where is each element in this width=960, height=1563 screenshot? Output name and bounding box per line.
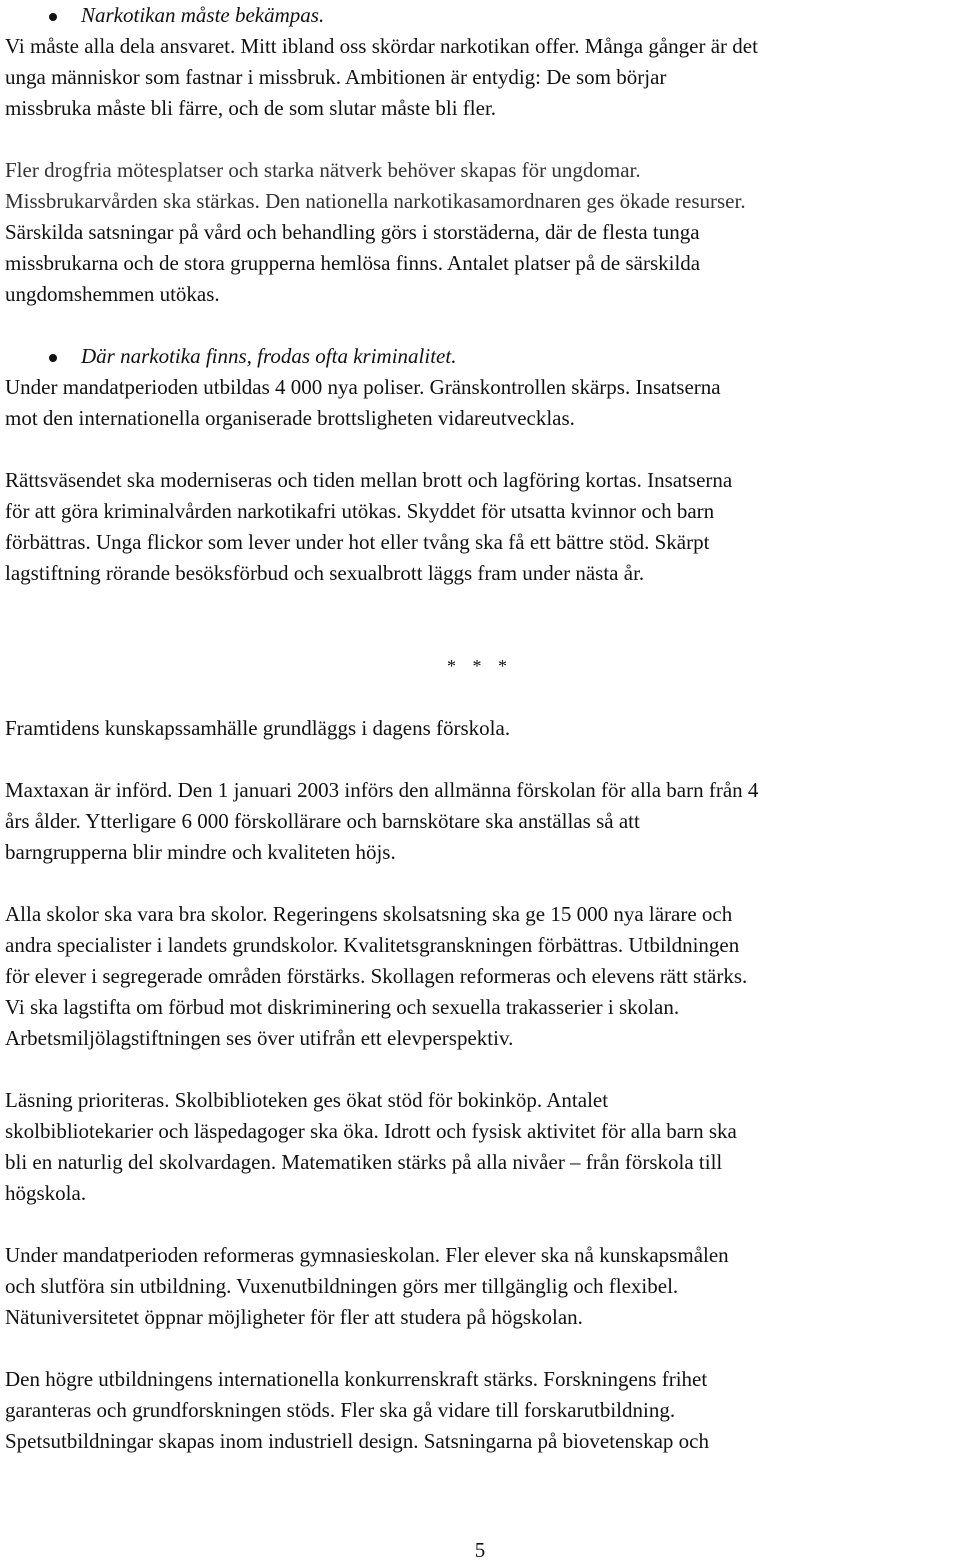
text-line: Missbrukarvården ska stärkas. Den nationella narkotikasamordnaren ges ökade resurser. [5,189,746,213]
text-line: barngrupperna blir mindre och kvaliteten höjs. [5,840,396,864]
text-line: högskola. [5,1181,87,1205]
text-line: Läsning prioriteras. Skolbiblioteken ges ökat stöd för bokinköp. Antalet [5,1088,609,1112]
text-line: lagstiftning rörande besöksförbud och sexualbrott läggs fram under nästa år. [5,561,645,585]
paragraph-crime-1 [5,372,955,434]
text-line: och slutföra sin utbildning. Vuxenutbildningen görs mer tillgänglig och flexibel. [5,1274,679,1298]
text-line: skolbibliotekarier och läspedagoger ska öka. Idrott och fysisk aktivitet för alla barn ska [5,1119,737,1143]
text-line: Alla skolor ska vara bra skolor. Regeringens skolsatsning ska ge 15 000 nya lärare och [5,902,733,926]
paragraph-education-3 [5,1085,955,1209]
paragraph-education-4 [5,1240,955,1333]
bullet-heading-crime: Där narkotika finns, frodas ofta kriminalitet. [5,341,955,372]
text-line: Rättsväsendet ska moderniseras och tiden mellan brott och lagföring kortas. Insatserna [5,468,733,492]
text-line: för att göra kriminalvården narkotikafri utökas. Skyddet för utsatta kvinnor och barn [5,499,715,523]
text-line: garanteras och grundforskningen stöds. Fler ska gå vidare till forskarutbildning. [5,1398,676,1422]
paragraph-crime-2 [5,465,955,589]
education-intro: Framtidens kunskapssamhälle grundläggs i dagens förskola. [5,716,511,740]
document-page [5,0,955,1457]
bullet-icon [49,354,57,362]
text-line: Arbetsmiljölagstiftningen ses över utifrån ett elevperspektiv. [5,1026,514,1050]
paragraph-education-5 [5,1364,955,1457]
text-line: förbättras. Unga flickor som lever under hot eller tvång ska få ett bättre stöd. Skärpt [5,530,710,554]
text-line: mot den internationella organiserade brottsligheten vidareutvecklas. [5,406,575,430]
bullet-heading-drugs: Narkotikan måste bekämpas. [5,0,955,31]
text-line: Spetsutbildningar skapas inom industriell design. Satsningarna på biovetenskap och [5,1429,709,1453]
text-line: Under mandatperioden reformeras gymnasieskolan. Fler elever ska nå kunskapsmålen [5,1243,729,1267]
text-line: Maxtaxan är införd. Den 1 januari 2003 införs den allmänna förskolan för alla barn från 4 [5,778,759,802]
paragraph-drugs-2 [5,155,955,310]
text-line: missbrukarna och de stora grupperna hemlösa finns. Antalet platser på de särskilda [5,251,701,275]
text-line: Vi måste alla dela ansvaret. Mitt ibland oss skördar narkotikan offer. Många gånger är det [5,34,758,58]
text-line: års ålder. Ytterligare 6 000 förskollärare och barnskötare ska anställas så att [5,809,640,833]
text-line: ungdomshemmen utökas. [5,282,220,306]
paragraph-education-2 [5,899,955,1054]
text-line: Särskilda satsningar på vård och behandling görs i storstäderna, där de flesta tunga [5,220,700,244]
text-line: Den högre utbildningens internationella konkurrenskraft stärks. Forskningens frihet [5,1367,708,1391]
text-line: för elever i segregerade områden förstärks. Skollagen reformeras och elevens rätt stärks. [5,964,748,988]
text-line: andra specialister i landets grundskolor. Kvalitetsgranskningen förbättras. Utbildningen [5,933,740,957]
paragraph-education-1 [5,775,955,868]
text-line: unga människor som fastnar i missbruk. Ambitionen är entydig: De som börjar [5,65,667,89]
text-line: Nätuniversitetet öppnar möjligheter för fler att studera på högskolan. [5,1305,583,1329]
text-line: missbruka måste bli färre, och de som slutar måste bli fler. [5,96,497,120]
page-number: 5 [474,1538,486,1562]
text-line: bli en naturlig del skolvardagen. Matematiken stärks på alla nivåer – från förskola till [5,1150,723,1174]
paragraph-drugs-1 [5,31,955,124]
text-line: Under mandatperioden utbildas 4 000 nya poliser. Gränskontrollen skärps. Insatserna [5,375,721,399]
text-line: Fler drogfria mötesplatser och starka nätverk behöver skapas för ungdomar. [5,158,641,182]
section-separator: * * * [447,656,513,676]
text-line: Vi ska lagstifta om förbud mot diskriminering och sexuella trakasserier i skolan. [5,995,680,1019]
bullet-icon [49,13,57,21]
